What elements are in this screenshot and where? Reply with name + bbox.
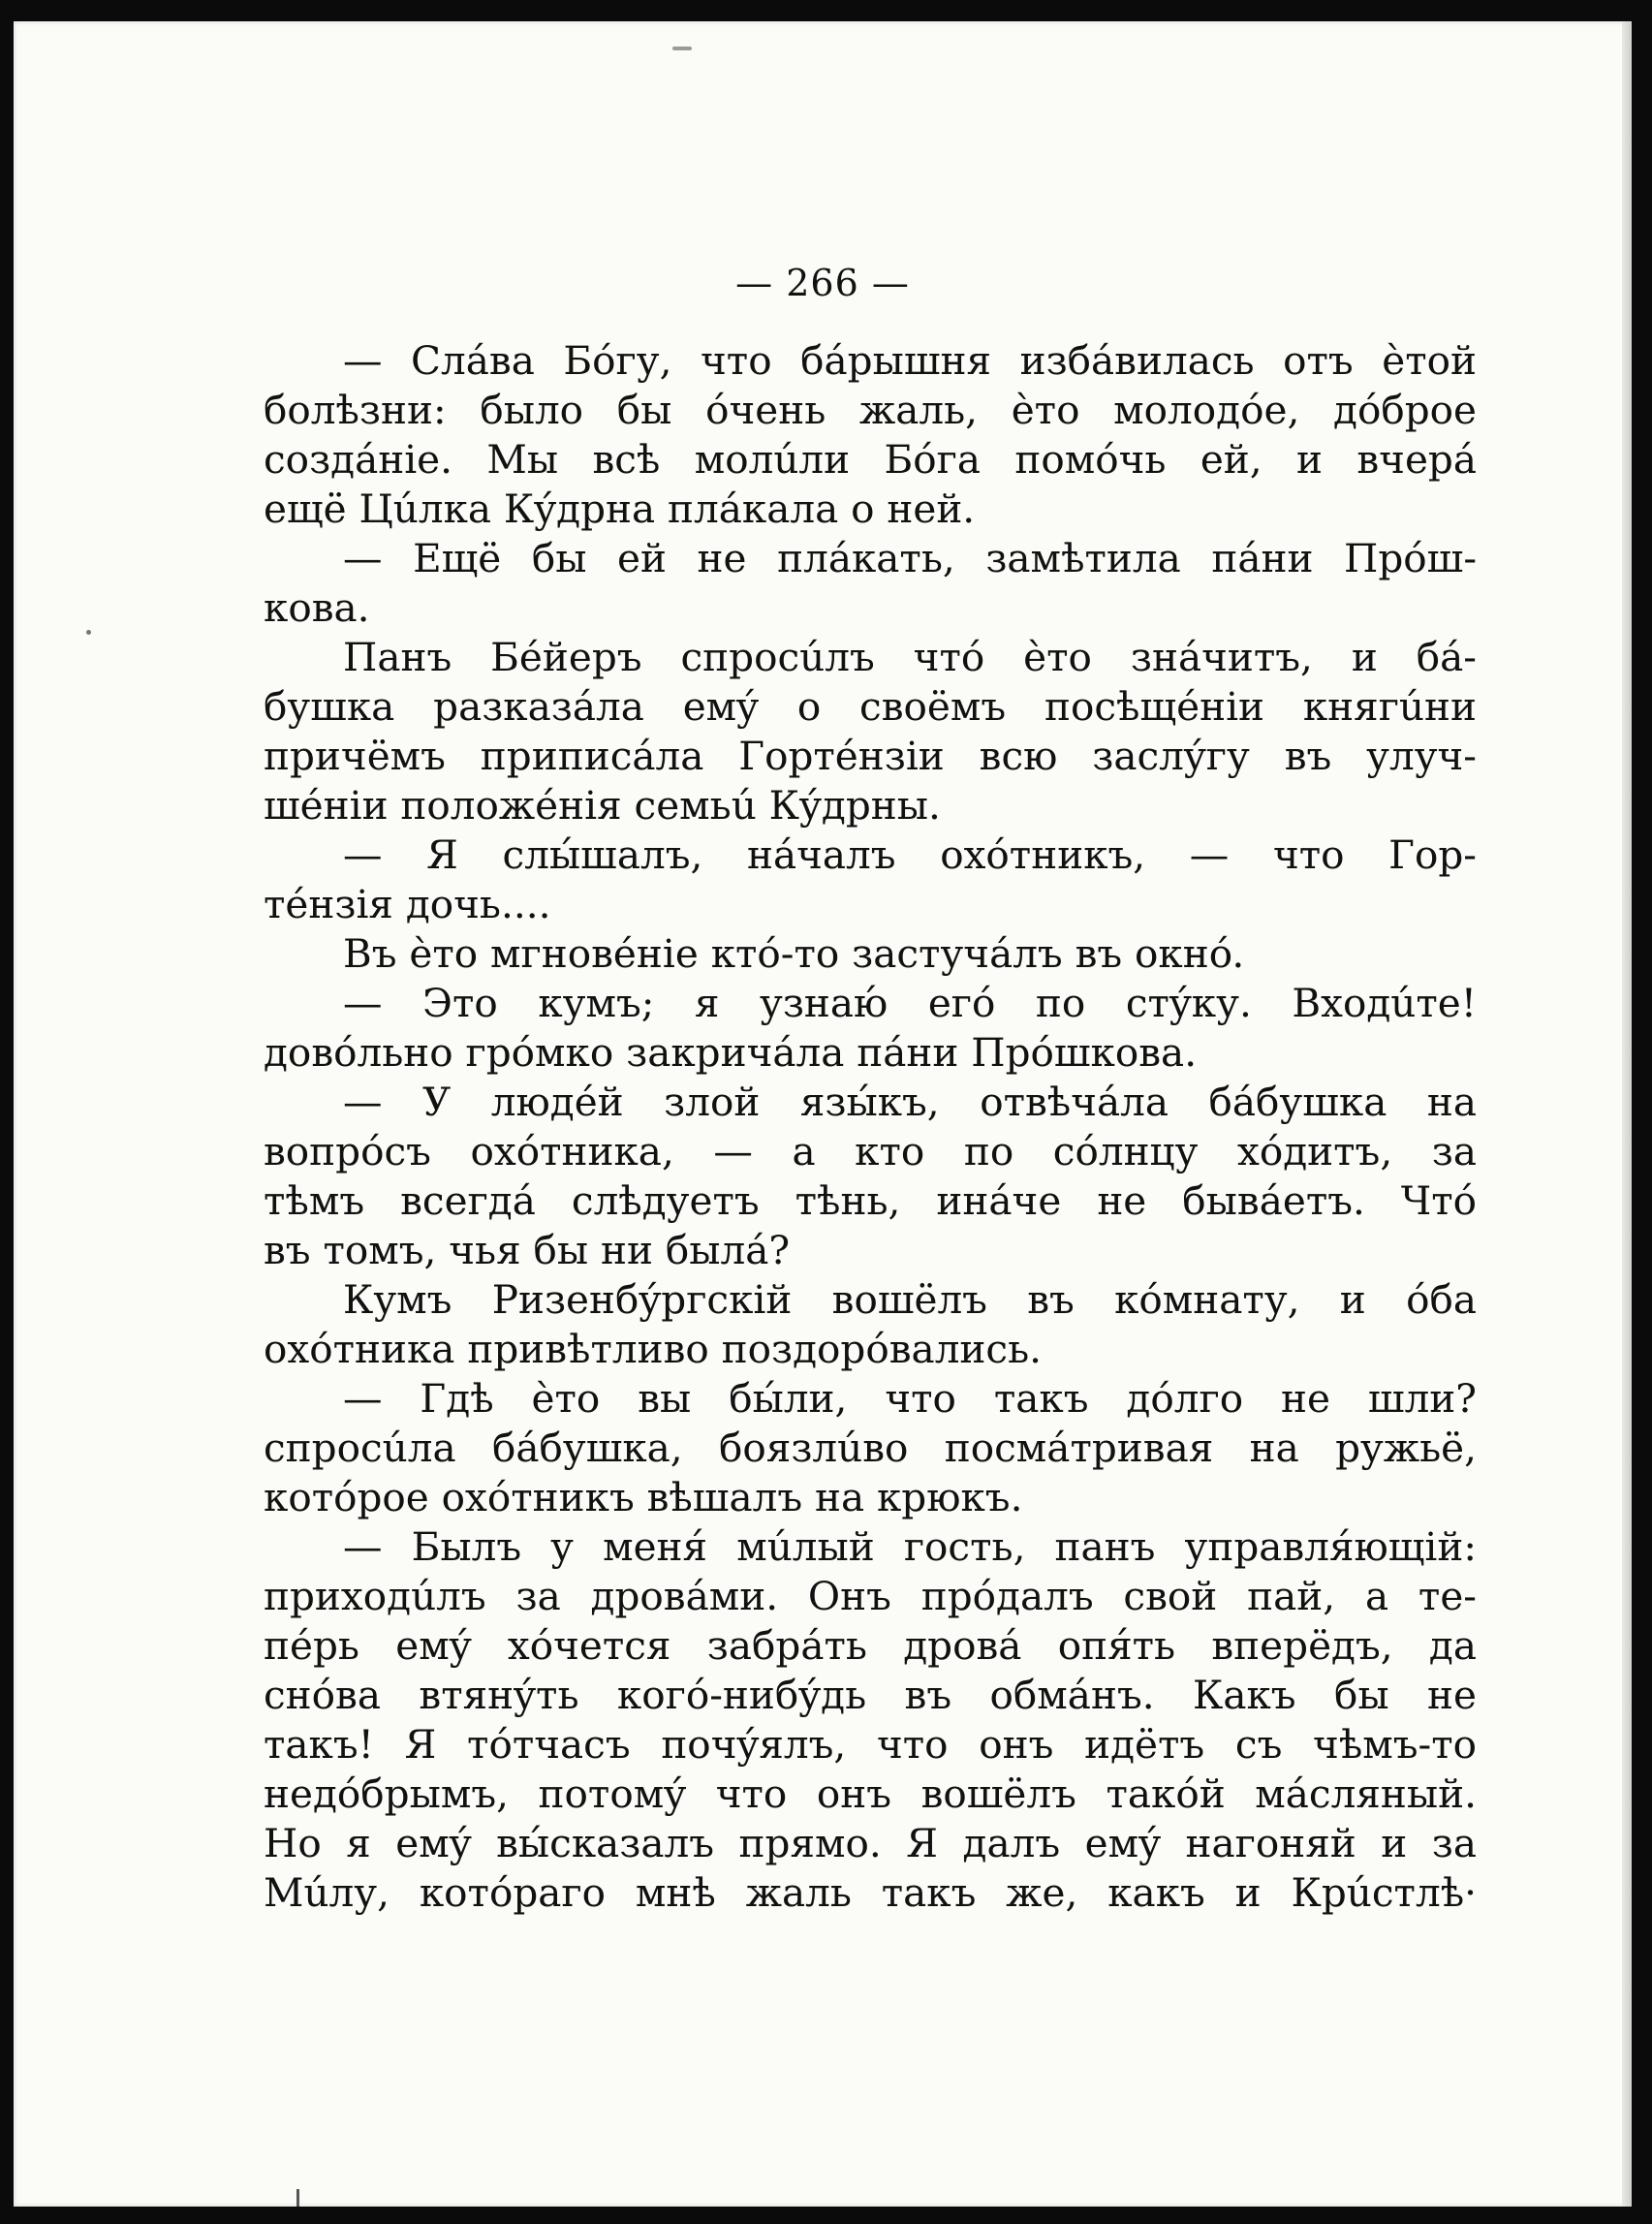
text-line: — Я слы́шалъ, нáчалъ охóтникъ, — что Гор- bbox=[343, 831, 1477, 878]
text-line: тѣмъ всегдá слѣдуетъ тѣнь, инáче не бывáетъ. Чтó bbox=[264, 1177, 1477, 1224]
text-line: болѣзни: было бы óчень жаль, ѐто молодóе, дóброе bbox=[264, 387, 1477, 433]
book-page bbox=[14, 21, 1632, 2207]
text-line: шéніи положéнія семьú Кýдрны. bbox=[264, 782, 941, 829]
text-line: Мúлу, котóраго мнѣ жаль такъ же, какъ и Крúстлѣ· bbox=[264, 1869, 1477, 1916]
scan-tick-mark bbox=[296, 2189, 299, 2207]
text-line: — Это кумъ; я узнаю́ егó по стýку. Входúте! bbox=[343, 980, 1477, 1026]
text-line: котóрое охóтникъ вѣшалъ на крюкъ. bbox=[264, 1474, 1023, 1520]
text-line: вопрóсъ охóтника, — а кто по сóлнцу хóдитъ, за bbox=[264, 1128, 1477, 1175]
text-line: причёмъ приписáла Гортéнзіи всю заслýгу въ улуч- bbox=[264, 733, 1477, 779]
text-line: охóтника привѣтливо поздорóвались. bbox=[264, 1326, 1043, 1372]
text-line: — Ещё бы ей не плáкать, замѣтила пáни Прóш- bbox=[343, 535, 1477, 581]
text-line: ещё Цúлка Кýдрна плáкала о ней. bbox=[264, 486, 976, 532]
text-line: Панъ Бéйеръ спросúлъ чтó ѐто знáчитъ, и бá- bbox=[343, 634, 1477, 680]
text-line: создáніе. Мы всѣ молúли Бóга помóчь ей, и вчерá bbox=[264, 436, 1477, 483]
text-line: тéнзія дочь.... bbox=[264, 881, 551, 927]
text-line: Но я емý вы́сказалъ прямо. Я далъ емý нагоняй и за bbox=[264, 1820, 1477, 1866]
text-line: недóбрымъ, потомý что онъ вошёлъ такóй мáсляный. bbox=[264, 1770, 1477, 1817]
text-line: Въ ѐто мгновéніе ктó-то застучáлъ въ окнó. bbox=[343, 930, 1245, 977]
text-line: въ томъ, чья бы ни былá? bbox=[264, 1227, 791, 1273]
text-line: — Слáва Бóгу, что бáрышня избáвилась отъ ѐтой bbox=[343, 337, 1477, 384]
scan-smudge-mark bbox=[672, 47, 692, 50]
scan-dot-mark bbox=[86, 630, 91, 635]
text-line: — У людéй злой язы́къ, отвѣчáла бáбушка на bbox=[343, 1079, 1477, 1125]
text-line: довóльно грóмко закричáла пáни Прóшкова. bbox=[264, 1029, 1198, 1076]
text-line: — Гдѣ ѐто вы бы́ли, что такъ дóлго не шли? bbox=[343, 1375, 1477, 1422]
text-line: спросúла бáбушка, боязлúво посмáтривая на ружьё, bbox=[264, 1425, 1477, 1471]
text-line: Кумъ Ризенбýргскій вошёлъ въ кóмнату, и óба bbox=[343, 1276, 1477, 1323]
text-line: кова. bbox=[264, 584, 370, 631]
text-line: приходúлъ за дровáми. Онъ прóдалъ свой пай, а те- bbox=[264, 1573, 1477, 1619]
text-line: бушка разказáла емý о своёмъ посѣщéніи княгúни bbox=[264, 683, 1477, 730]
text-line: снóва втянýть когó-нибýдь въ обмáнъ. Какъ бы не bbox=[264, 1672, 1477, 1718]
page-number: — 266 — bbox=[735, 262, 910, 304]
text-line: такъ! Я тóтчасъ почýялъ, что онъ идётъ съ чѣмъ-то bbox=[264, 1721, 1477, 1768]
text-line: — Былъ у меня́ мúлый гость, панъ управля́ющій: bbox=[343, 1523, 1477, 1570]
text-line: пéрь емý хóчется забрáть дровá опя́ть вперёдъ, да bbox=[264, 1622, 1477, 1669]
page-edge bbox=[1622, 21, 1632, 2207]
body-text bbox=[264, 336, 1477, 1918]
